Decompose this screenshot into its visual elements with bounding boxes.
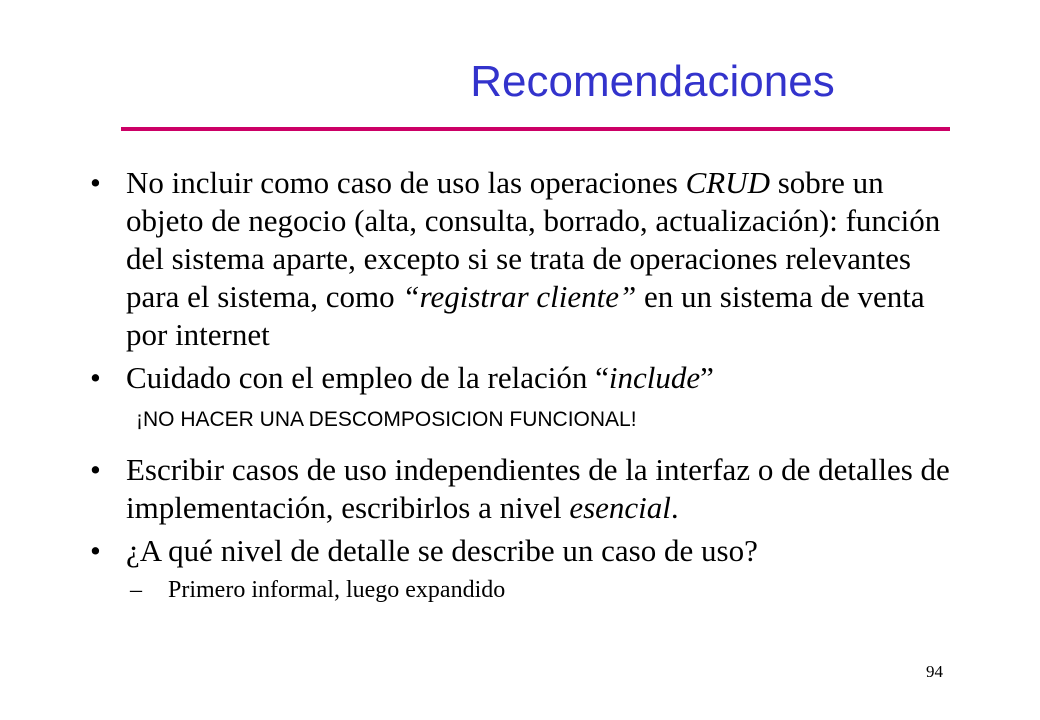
sub-item-warning	[90, 405, 960, 435]
bullet-marker: •	[90, 452, 101, 487]
bullet-crud	[90, 164, 960, 354]
bullet-emphasis: include	[608, 360, 701, 395]
bullet-text: .	[670, 490, 679, 525]
bullet-emphasis: esencial	[569, 490, 671, 525]
bullet-independence	[90, 451, 960, 527]
bullet-marker: •	[90, 165, 101, 200]
bullet-text: sobre un objeto de negocio (alta, consulta, borrado, actualización): función del sistema aparte, excepto si se trata de operaciones relevantes para el sistema, como	[126, 165, 941, 314]
bullet-text: Escribir casos de uso independientes de la interfaz o de detalles de implementación, escribirlos a nivel	[126, 452, 950, 525]
bullet-detail-level	[90, 532, 960, 570]
page-number: 94	[926, 662, 943, 681]
bullet-emphasis: CRUD	[685, 165, 770, 200]
bullet-text: en un sistema de venta por internet	[126, 279, 925, 352]
bullet-text: Cuidado con el empleo de la relación “	[126, 360, 609, 395]
bullet-text: No incluir como caso de uso las operaciones	[126, 165, 686, 200]
bullet-marker: •	[90, 533, 101, 568]
sub-item-informal	[90, 575, 960, 605]
bullet-emphasis: “registrar cliente”	[402, 279, 637, 314]
bullet-include	[90, 359, 960, 397]
slide-content	[90, 164, 960, 617]
slide-title: Recomendaciones	[470, 57, 835, 106]
sub-item-text: Primero informal, luego expandido	[168, 577, 506, 603]
bullet-text: ”	[700, 360, 714, 395]
bullet-marker: •	[90, 360, 101, 395]
dash-marker: –	[130, 577, 142, 603]
sub-item-text: ¡NO HACER UNA DESCOMPOSICION FUNCIONAL!	[136, 408, 637, 431]
bullet-text: ¿A qué nivel de detalle se describe un caso de uso?	[126, 533, 758, 568]
title-underline	[121, 127, 950, 131]
